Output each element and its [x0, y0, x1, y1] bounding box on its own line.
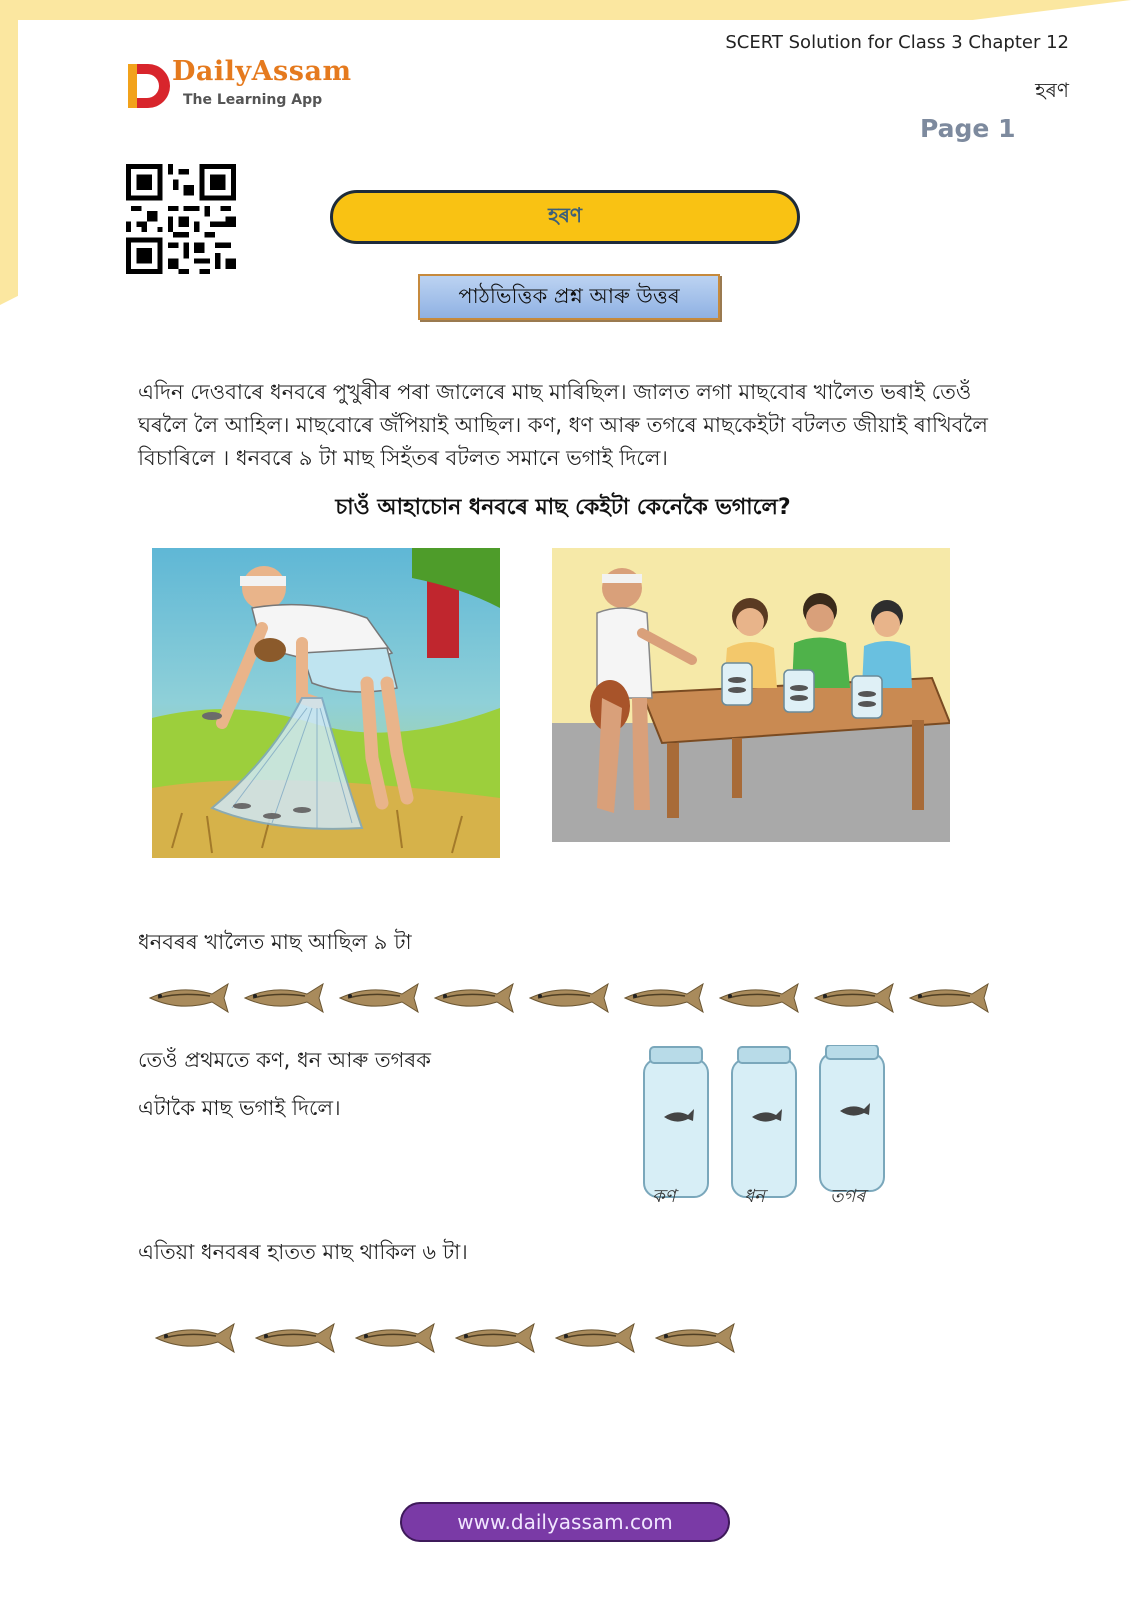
- section-heading: পাঠভিত্তিক প্ৰশ্ন আৰু উত্তৰ: [418, 274, 720, 320]
- fish-icon: [556, 1324, 634, 1352]
- story-paragraph: এদিন দেওবাৰে ধনবৰে পুখুৰীৰ পৰা জালেৰে মাছ মাৰিছিল। জালত লগা মাছবোৰ খালৈত ভৰাই তেওঁ ঘৰলৈ লৈ আহিল। মাছবোৰে জঁপিয়াই আছিল। কণ, ধণ আৰু তগৰে মাছকেইটা বটলত জীয়াই ৰাখিবলৈ বিচাৰিলে । ধনবৰে ৯ টা মাছ সিহঁতৰ বটলত সমানে ভগাই দিলে।: [138, 380, 988, 470]
- fish-icon: [435, 984, 513, 1012]
- fish-icon: [456, 1324, 534, 1352]
- jar-label-togor: তগৰ: [830, 1186, 866, 1207]
- fish-icon: [256, 1324, 334, 1352]
- fish-icon: [910, 984, 988, 1012]
- fish-row-6: [146, 1316, 756, 1360]
- children-fish-jars-illustration: [552, 548, 950, 842]
- fish-icon: [245, 984, 323, 1012]
- three-jars-illustration: [640, 1045, 905, 1205]
- document-title: SCERT Solution for Class 3 Chapter 12: [725, 32, 1069, 53]
- dailyassam-logo-icon: [128, 60, 172, 112]
- qr-code-icon[interactable]: [126, 164, 236, 274]
- step-line-2: তেওঁ প্ৰথমতে কণ, ধন আৰু তগৰক: [138, 1048, 431, 1072]
- fish-icon: [340, 984, 418, 1012]
- chapter-name: হৰণ: [1035, 78, 1069, 102]
- fisherman-net-illustration: [152, 548, 500, 858]
- jar-label-kon: কণ: [652, 1186, 676, 1207]
- fish-row-9: [140, 976, 1000, 1020]
- fish-icon: [625, 984, 703, 1012]
- page-number: Page 1: [920, 114, 1016, 143]
- fish-icon: [656, 1324, 734, 1352]
- brand-tagline: The Learning App: [183, 92, 323, 108]
- website-link[interactable]: www.dailyassam.com: [400, 1502, 730, 1542]
- chapter-banner: হৰণ: [330, 190, 800, 244]
- story-question: চাওঁ আহাচোন ধনবৰে মাছ কেইটা কেনেকৈ ভগালে?: [335, 495, 791, 520]
- step-line-1: ধনবৰৰ খালৈত মাছ আছিল ৯ টা: [138, 930, 412, 954]
- fish-icon: [356, 1324, 434, 1352]
- fish-icon: [815, 984, 893, 1012]
- step-line-3: এটাকৈ মাছ ভগাই দিলে।: [138, 1096, 341, 1120]
- fish-icon: [150, 984, 228, 1012]
- brand-name: DailyAssam: [172, 56, 352, 87]
- fish-icon: [530, 984, 608, 1012]
- fish-icon: [720, 984, 798, 1012]
- left-decor-stripe: [0, 0, 18, 305]
- top-decor-stripe: [0, 0, 1131, 20]
- jar-label-dhon: ধন: [744, 1186, 765, 1207]
- step-line-4: এতিয়া ধনবৰৰ হাতত মাছ থাকিল ৬ টা।: [138, 1240, 468, 1264]
- fish-icon: [156, 1324, 234, 1352]
